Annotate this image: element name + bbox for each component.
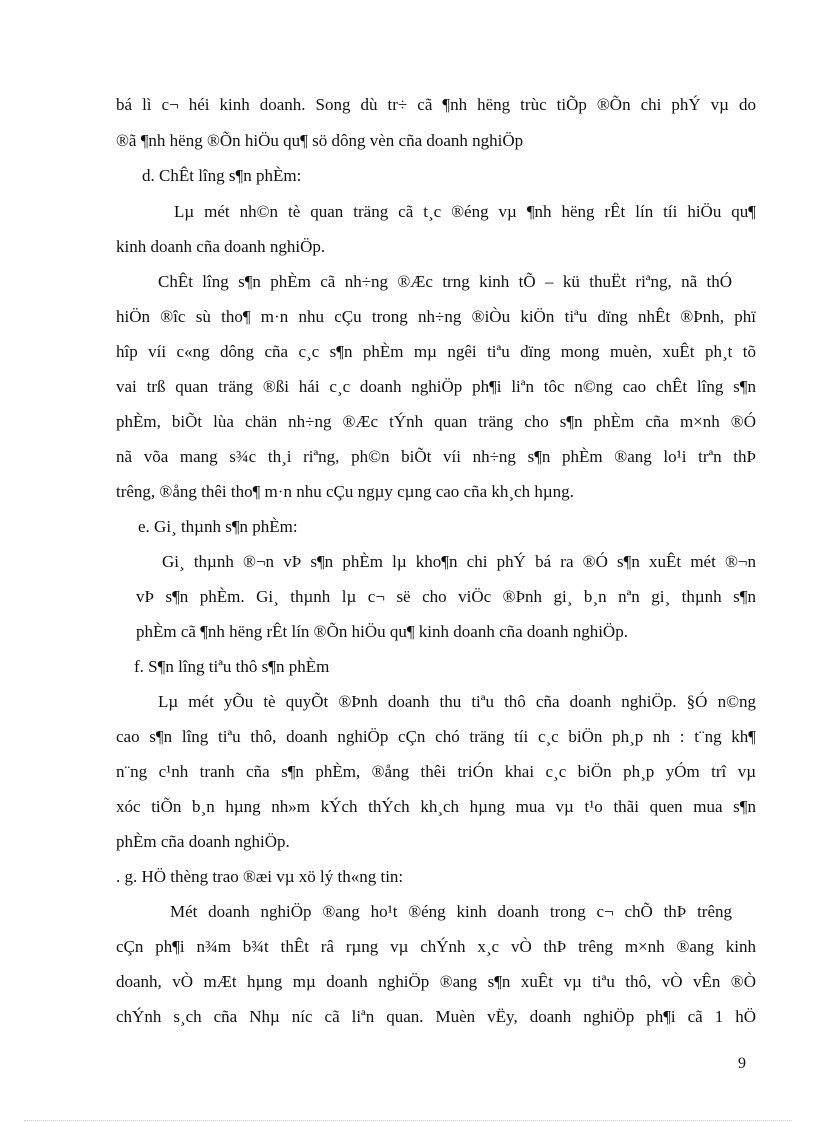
text-line: Lµ mét yÕu tè quyÕt ®Þnh doanh thu tiªu thô cña doanh nghiÖp. §Ó n©ng xyxy=(158,692,756,711)
heading-f: f. S¶n lîng tiªu thô s¶n phÈm xyxy=(134,657,330,676)
text-line: cao s¶n lîng tiªu thô, doanh nghiÖp cÇn chó träng tíi c¸c biÖn ph¸p nh : t¨ng kh¶ xyxy=(116,727,756,746)
heading-g: . g. HÖ thèng trao ®æi vµ xö lý th«ng tin: xyxy=(116,867,404,886)
text-line: hîp víi c«ng dông cña c¸c s¶n phÈm mµ ngêi tiªu dïng mong muèn, xuÊt ph¸t tõ xyxy=(116,342,756,361)
text-line: Mét doanh nghiÖp ®ang ho¹t ®éng kinh doanh trong c¬ chÕ thÞ trêng xyxy=(170,902,732,921)
text-line: n¨ng c¹nh tranh cña s¶n phÈm, ®ång thêi triÓn khai c¸c biÖn ph¸p yÓm trî vµ xyxy=(116,762,756,781)
text-line: vai trß quan träng ®ßi hái c¸c doanh nghiÖp ph¶i liªn tôc n©ng cao chÊt lîng s¶n xyxy=(116,377,756,396)
text-line: Gi¸ thµnh ®¬n vÞ s¶n phÈm lµ kho¶n chi phÝ bá ra ®Ó s¶n xuÊt mét ®¬n xyxy=(162,552,756,571)
text-line: chÝnh s¸ch cña Nhµ níc cã liªn quan. Muèn vËy, doanh nghiÖp ph¶i cã 1 hÖ xyxy=(116,1007,756,1026)
heading-d: d. ChÊt lîng s¶n phÈm: xyxy=(142,166,302,185)
text-line: ChÊt lîng s¶n phÈm cã nh÷ng ®Æc trng kinh tÕ – kü thuËt riªng, nã thÓ xyxy=(158,272,732,291)
text-line: xóc tiÕn b¸n hµng nh»m kÝch thÝch kh¸ch hµng mua vµ t¹o thãi quen mua s¶n xyxy=(116,797,756,816)
heading-e: e. Gi¸ thµnh s¶n phÈm: xyxy=(138,517,298,536)
text-line: hiÖn ®îc sù tho¶ m·n nhu cÇu trong nh÷ng ®iÒu kiÖn tiªu dïng nhÊt ®Þnh, phï xyxy=(116,307,756,326)
text-line: Lµ mét nh©n tè quan träng cã t¸c ®éng vµ ¶nh hëng rÊt lín tíi hiÖu qu¶ xyxy=(174,202,756,221)
text-line: phÈm cña doanh nghiÖp. xyxy=(116,832,290,851)
text-line: phÈm, biÕt lùa chän nh÷ng ®Æc tÝnh quan träng cho s¶n phÈm cña m×nh ®Ó xyxy=(116,412,756,431)
text-line: ®ã ¶nh hëng ®Õn hiÖu qu¶ sö dông vèn cña doanh nghiÖp xyxy=(116,131,524,150)
text-line: doanh, vÒ mÆt hµng mµ doanh nghiÖp ®ang s¶n xuÊt vµ tiªu thô, vÒ vÊn ®Ò xyxy=(116,972,756,991)
text-line: cÇn ph¶i n¾m b¾t thÊt râ rµng vµ chÝnh x¸c vÒ thÞ trêng m×nh ®ang kinh xyxy=(116,937,756,956)
text-line: bá lì c¬ héi kinh doanh. Song dù tr÷ cã ¶nh hëng trùc tiÕp ®Õn chi phÝ vµ do xyxy=(116,95,756,114)
text-line: nã võa mang s¾c th¸i riªng, ph©n biÕt víi nh÷ng s¶n phÈm ®ang lo¹i trªn thÞ xyxy=(116,447,756,466)
text-line: kinh doanh cña doanh nghiÖp. xyxy=(116,237,326,256)
page-bottom-rule xyxy=(24,1120,792,1121)
text-line: phÈm cã ¶nh hëng rÊt lín ®Õn hiÖu qu¶ kinh doanh cña doanh nghiÖp. xyxy=(136,622,628,641)
text-line: trêng, ®ång thêi tho¶ m·n nhu cÇu ngµy cµng cao cña kh¸ch hµng. xyxy=(116,482,574,501)
page-number: 9 xyxy=(738,1055,746,1072)
text-line: vÞ s¶n phÈm. Gi¸ thµnh lµ c¬ së cho viÖc ®Þnh gi¸ b¸n nªn gi¸ thµnh s¶n xyxy=(136,587,756,606)
